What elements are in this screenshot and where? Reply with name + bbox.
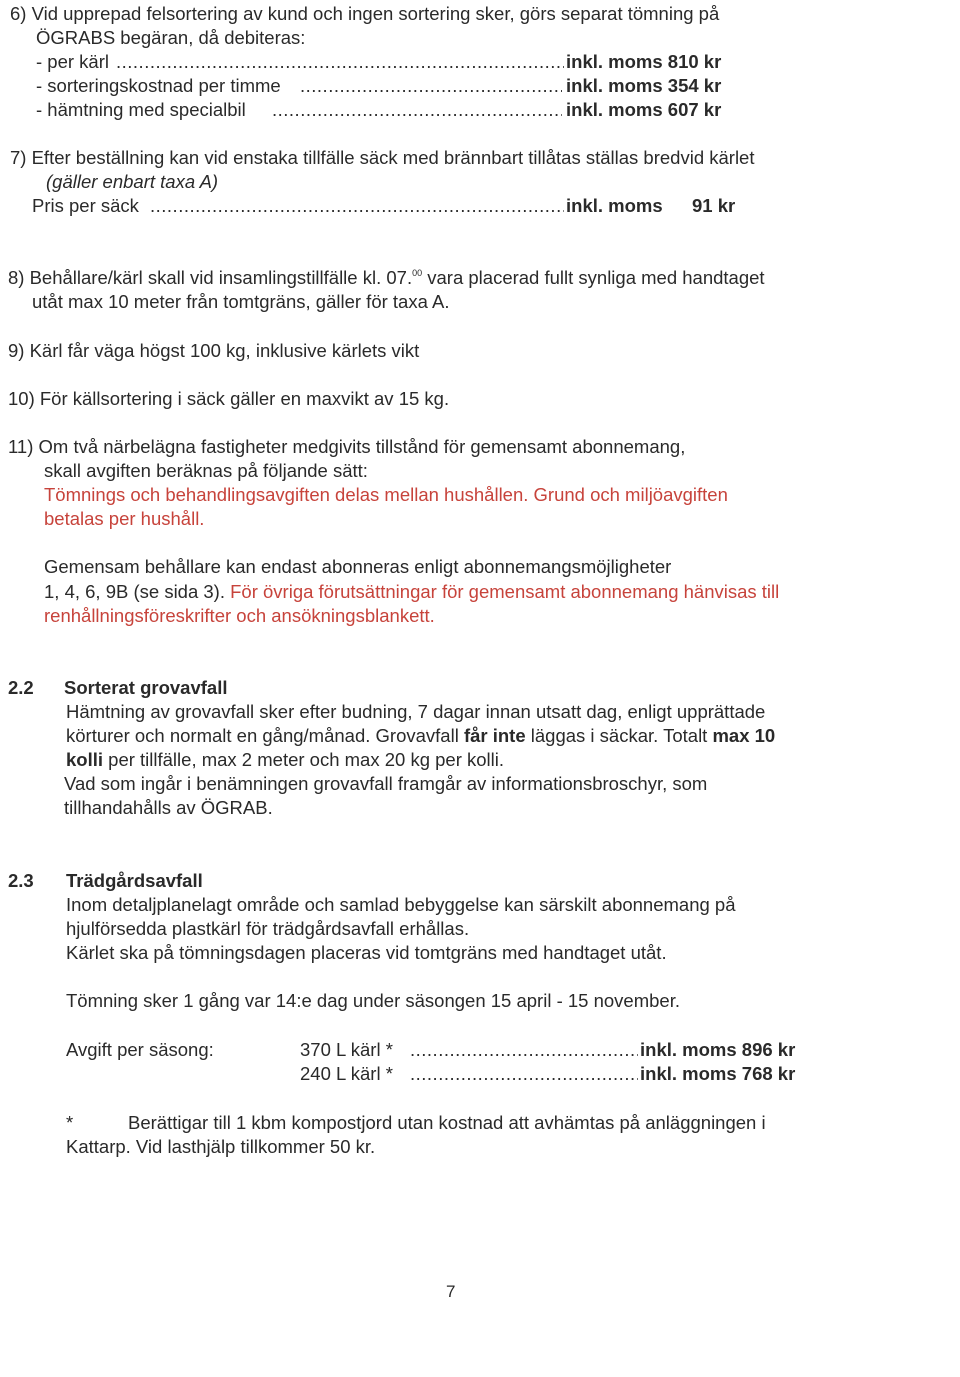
section23-number: 2.3 bbox=[8, 870, 34, 891]
section22-p1: Hämtning av grovavfall sker efter budning, 7 dagar innan utsatt dag, enligt upprättade bbox=[66, 701, 766, 722]
fee-price-specialbil: inkl. moms 607 kr bbox=[566, 99, 722, 120]
fee-label-sortering: - sorteringskostnad per timme bbox=[36, 75, 281, 96]
dot-leader bbox=[116, 50, 564, 74]
section23-fee-label: Avgift per säsong: bbox=[66, 1039, 214, 1060]
section22-p4: Vad som ingår i benämningen grovavfall framgår av informationsbroschyr, som bbox=[64, 773, 708, 794]
item8-line1: 8) Behållare/kärl skall vid insamlingstillfälle kl. 07.00 vara placerad fullt synliga med handtaget bbox=[8, 267, 765, 288]
section22-number: 2.2 bbox=[8, 677, 34, 698]
fee-price-per-karl: inkl. moms 810 kr bbox=[566, 51, 722, 72]
item11-shared1: Gemensam behållare kan endast abonneras enligt abonnemangsmöjligheter bbox=[44, 556, 672, 577]
item7-price-prefix: inkl. moms bbox=[566, 195, 663, 216]
item11-line1: 11) Om två närbelägna fastigheter medgivits tillstånd för gemensamt abonnemang, bbox=[8, 436, 686, 457]
section22-p2: körturer och normalt en gång/månad. Grovavfall får inte läggas i säckar. Totalt max 10 bbox=[66, 725, 776, 746]
item11-red1: Tömnings och behandlingsavgiften delas mellan hushållen. Grund och miljöavgiften bbox=[44, 484, 728, 505]
item7-note: (gäller enbart taxa A) bbox=[46, 171, 219, 192]
item6-line1: 6) Vid upprepad felsortering av kund och ingen sortering sker, görs separat tömning på bbox=[10, 3, 720, 24]
page-number: 7 bbox=[446, 1282, 456, 1301]
section22-title: Sorterat grovavfall bbox=[64, 677, 228, 698]
item7-line1: 7) Efter beställning kan vid enstaka tillfälle säck med brännbart tillåtas ställas bredvid kärlet bbox=[10, 147, 755, 168]
dot-leader bbox=[150, 194, 564, 218]
section23-p4: Tömning sker 1 gång var 14:e dag under säsongen 15 april - 15 november. bbox=[66, 990, 680, 1011]
section22-p5: tillhandahålls av ÖGRAB. bbox=[64, 797, 273, 818]
footnote-mark: * bbox=[66, 1112, 74, 1133]
fee-label-370l: 370 L kärl * bbox=[300, 1039, 393, 1060]
fee-label-per-karl: - per kärl bbox=[36, 51, 109, 72]
item10: 10) För källsortering i säck gäller en maxvikt av 15 kg. bbox=[8, 388, 450, 409]
dot-leader bbox=[410, 1062, 638, 1086]
item9: 9) Kärl får väga högst 100 kg, inklusive kärlets vikt bbox=[8, 340, 420, 361]
item6-line2: ÖGRABS begäran, då debiteras: bbox=[36, 27, 306, 48]
dot-leader bbox=[272, 98, 562, 122]
dot-leader bbox=[410, 1038, 638, 1062]
item7-price-label: Pris per säck bbox=[32, 195, 139, 216]
item8-line2: utåt max 10 meter från tomtgräns, gäller för taxa A. bbox=[32, 291, 450, 312]
footnote-line2: Kattarp. Vid lasthjälp tillkommer 50 kr. bbox=[66, 1136, 376, 1157]
dot-leader bbox=[300, 74, 562, 98]
item11-red2: betalas per hushåll. bbox=[44, 508, 205, 529]
section23-p3: Kärlet ska på tömningsdagen placeras vid tomtgräns med handtaget utåt. bbox=[66, 942, 667, 963]
section23-title: Trädgårdsavfall bbox=[66, 870, 203, 891]
footnote-line1: Berättigar till 1 kbm kompostjord utan kostnad att avhämtas på anläggningen i bbox=[128, 1112, 766, 1133]
item11-line2: skall avgiften beräknas på följande sätt: bbox=[44, 460, 368, 481]
fee-label-240l: 240 L kärl * bbox=[300, 1063, 393, 1084]
item11-shared3: renhållningsföreskrifter och ansökningsblankett. bbox=[44, 605, 435, 626]
fee-label-specialbil: - hämtning med specialbil bbox=[36, 99, 246, 120]
fee-price-sortering: inkl. moms 354 kr bbox=[566, 75, 722, 96]
fee-price-240l: inkl. moms 768 kr bbox=[640, 1063, 796, 1084]
section22-p3: kolli per tillfälle, max 2 meter och max 20 kg per kolli. bbox=[66, 749, 505, 770]
fee-price-370l: inkl. moms 896 kr bbox=[640, 1039, 796, 1060]
section23-p1: Inom detaljplanelagt område och samlad bebyggelse kan särskilt abonnemang på bbox=[66, 894, 736, 915]
item11-shared2: 1, 4, 6, 9B (se sida 3). För övriga förutsättningar för gemensamt abonnemang hänvisas till bbox=[44, 581, 780, 602]
section23-p2: hjulförsedda plastkärl för trädgårdsavfall erhållas. bbox=[66, 918, 470, 939]
item7-price-value: 91 kr bbox=[692, 195, 736, 216]
